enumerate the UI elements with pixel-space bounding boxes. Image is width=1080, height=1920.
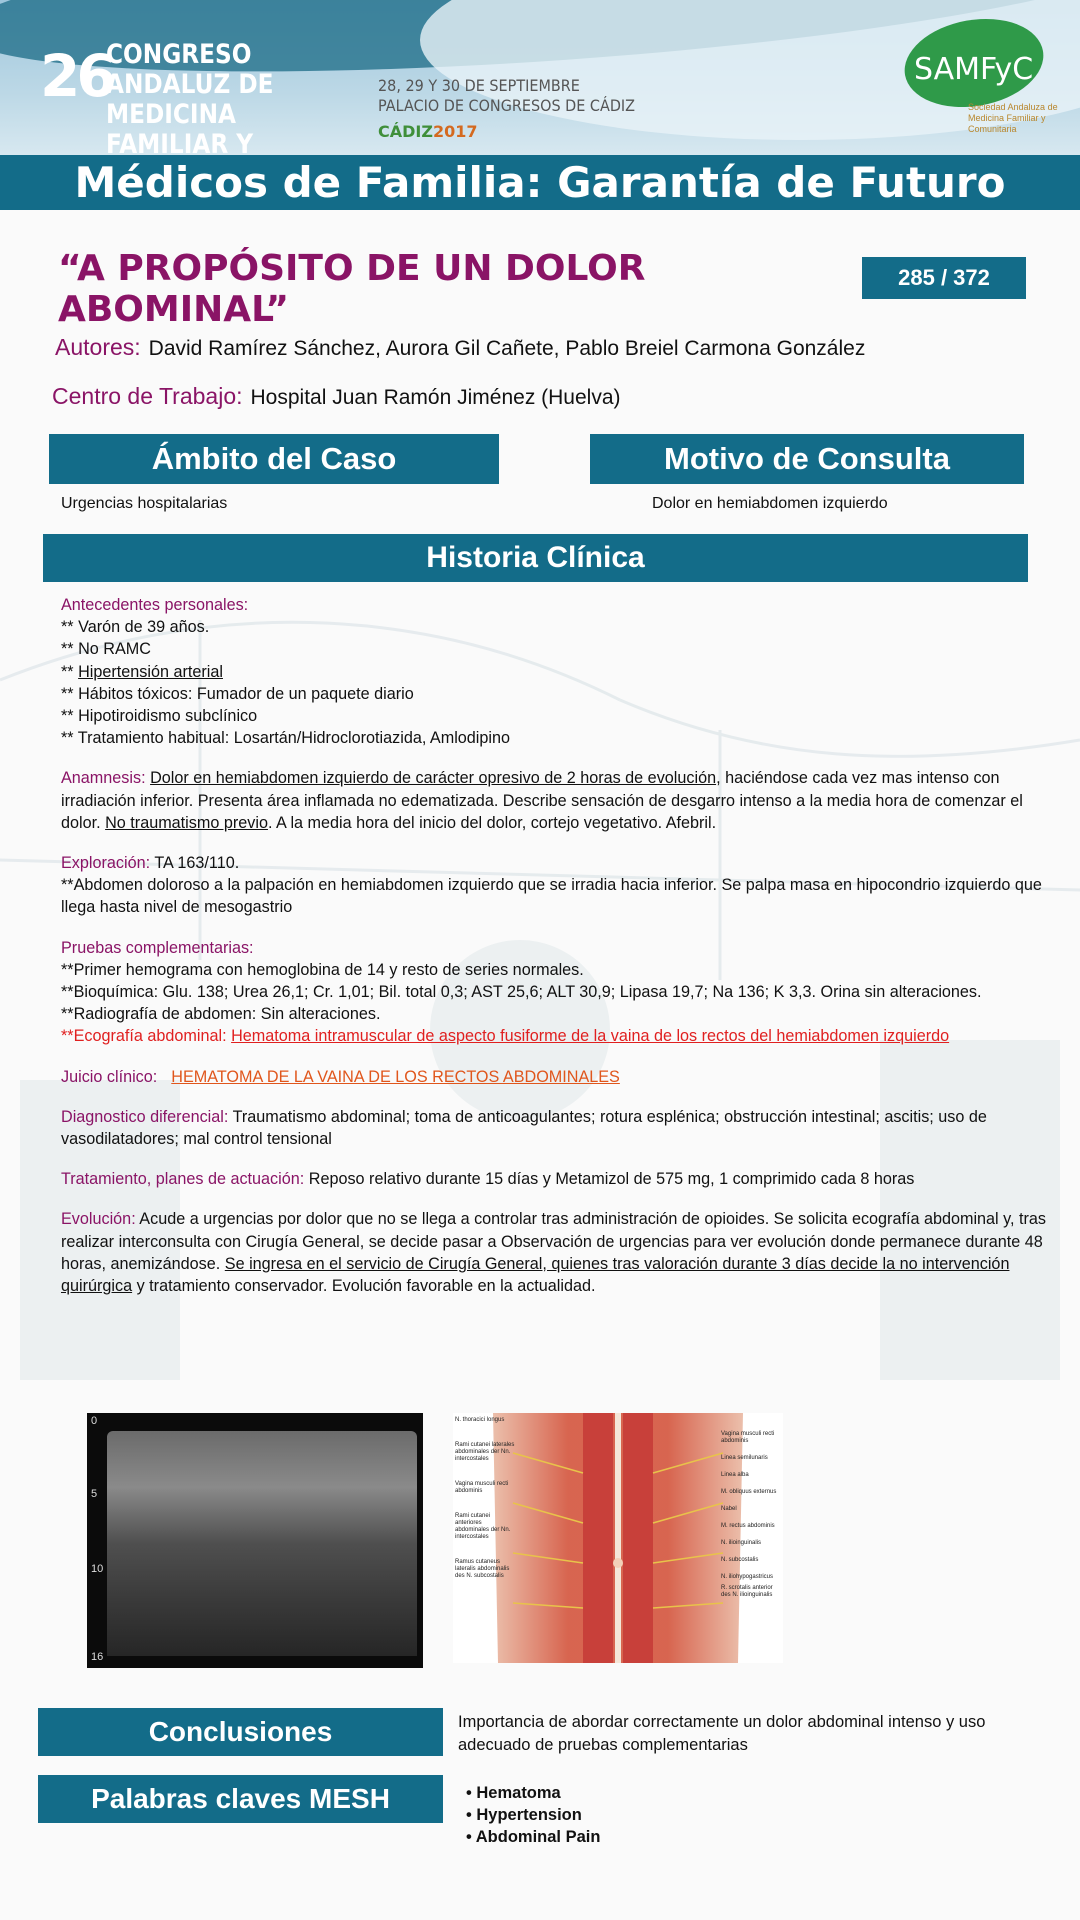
ambito-text: Urgencias hospitalarias: [61, 495, 228, 512]
anamnesis-text-underlined: No traumatismo previo: [105, 813, 268, 832]
anatomy-label: R. scrotalis anterior des N. ilioinguinalis: [721, 1585, 773, 1598]
diferencial-label: Diagnostico diferencial:: [61, 1107, 229, 1126]
hta-text: Hipertensión arterial: [78, 662, 223, 681]
diferencial-section: [61, 1106, 1046, 1150]
prueba-line: **Radiografía de abdomen: Sin alteraciones.: [61, 1005, 381, 1024]
motivo-text: Dolor en hemiabdomen izquierdo: [652, 495, 888, 512]
antecedente-line: ** Hipotiroidismo subclínico: [61, 707, 258, 726]
dates-line: 28, 29 Y 30 DE SEPTIEMBRE: [378, 76, 580, 95]
antecedente-line: [61, 661, 1046, 683]
conclusiones-text: Importancia de abordar correctamente un dolor abdominal intenso y uso adecuado de pruebas complementarias: [458, 1713, 986, 1754]
anatomy-label: Ramus cutaneus lateralis abdominalis des N. subcostalis: [455, 1559, 510, 1579]
anatomy-label: Vagina musculi recti abdominis: [455, 1481, 509, 1494]
exploracion-label: Exploración:: [61, 854, 151, 873]
anatomy-label: Nabel: [721, 1506, 737, 1512]
poster-number-badge: 285 / 372: [862, 257, 1026, 299]
authors-row: [55, 334, 1055, 361]
depth-tick: 5: [91, 1488, 98, 1500]
anamnesis-text-underlined: Dolor en hemiabdomen izquierdo de carácter opresivo de 2 horas de evolución: [150, 769, 717, 788]
anatomy-label: Linea semilunaris: [721, 1455, 768, 1461]
motivo-heading: Motivo de Consulta: [590, 434, 1024, 484]
pruebas-label: Pruebas complementarias:: [61, 938, 254, 957]
city: CÁDIZ: [378, 122, 433, 141]
antecedentes-section: [61, 594, 1046, 749]
prueba-line: **Primer hemograma con hemoglobina de 14 y resto de series normales.: [61, 960, 584, 979]
historia-heading: Historia Clínica: [43, 534, 1028, 582]
diferencial-value: Traumatismo abdominal; toma de anticoagulantes; rotura esplénica; obstrucción intestinal; ascitis; uso de vasodilatadores; mal control tensional: [61, 1107, 987, 1149]
year: 2017: [432, 122, 478, 141]
conclusiones-heading: Conclusiones: [38, 1708, 443, 1756]
ecografia-line: [61, 1025, 1046, 1047]
prueba-line: **Bioquímica: Glu. 138; Urea 26,1; Cr. 1,01; Bil. total 0,3; AST 25,6; ALT 30,9; Lipasa 19,7; Na 136; K 3,3. Orina sin alteraciones.: [61, 983, 982, 1002]
juicio-section: [61, 1066, 1046, 1088]
anatomy-label: Rami cutanei laterales abdominales der Nn. intercostales: [455, 1442, 515, 1462]
exploracion-section: [61, 852, 1046, 919]
evolucion-section: [61, 1208, 1046, 1297]
exploracion-ta: TA 163/110.: [154, 854, 240, 873]
congress-number: 26: [40, 42, 113, 110]
tratamiento-value: Reposo relativo durante 15 días y Metamizol de 575 mg, 1 comprimido cada 8 horas: [308, 1170, 915, 1189]
abdominal-anatomy-illustration: [453, 1413, 783, 1663]
evolucion-label: Evolución:: [61, 1210, 136, 1229]
congress-name: CONGRESO ANDALUZ DE MEDICINA FAMILIAR Y: [106, 39, 274, 155]
anatomy-label: N. thoracici longus: [455, 1417, 505, 1423]
congress-header: [0, 0, 1080, 155]
mesh-keyword: • Abdominal Pain: [466, 1826, 600, 1848]
anamnesis-section: [61, 767, 1046, 834]
juicio-label: Juicio clínico:: [61, 1067, 158, 1086]
mesh-heading: Palabras claves MESH: [38, 1775, 443, 1823]
anatomy-label: Vagina musculi recti abdominis: [721, 1431, 775, 1444]
anamnesis-text: . A la media hora del inicio del dolor, cortejo vegetativo. Afebril.: [267, 813, 717, 832]
workplace-label: Centro de Trabajo:: [52, 383, 243, 409]
depth-tick: 0: [91, 1415, 98, 1427]
ecografia-text: Hematoma intramuscular de aspecto fusiforme de la vaina de los rectos del hemiabdomen izquierdo: [231, 1027, 950, 1046]
case-title: “A PROPÓSITO DE UN DOLOR ABOMINAL”: [58, 248, 646, 330]
ultrasound-depth-scale: [91, 1413, 111, 1668]
juicio-value: HEMATOMA DE LA VAINA DE LOS RECTOS ABDOMINALES: [171, 1067, 620, 1086]
anatomy-labels-left: [455, 1417, 515, 1580]
anamnesis-text: , haciéndose cada vez mas intenso con irradiación inferior. Presenta área inflamada no edematizada. Describe sensación de desgarro intenso a la media hora de comenzar el dolor.: [61, 769, 1023, 832]
mesh-keyword: • Hematoma: [466, 1782, 600, 1804]
anatomy-label: Rami cutanei anteriores abdominales der Nn. intercostales: [455, 1513, 511, 1540]
workplace-value: Hospital Juan Ramón Jiménez (Huelva): [250, 386, 621, 409]
ecografia-label: **Ecografía abdominal:: [61, 1027, 232, 1046]
anatomy-label: Linea alba: [721, 1472, 749, 1478]
depth-tick: 10: [91, 1563, 104, 1575]
antecedente-line: ** No RAMC: [61, 640, 151, 659]
pruebas-section: [61, 937, 1046, 1048]
ultrasound-scan-area: [107, 1431, 417, 1656]
anatomy-label: N. ilioinguinalis: [721, 1540, 762, 1546]
antecedente-line: ** Varón de 39 años.: [61, 618, 210, 637]
evolucion-text-underlined: Se ingresa en el servicio de Cirugía General, quienes tras valoración durante 3 días decide la no intervención quirúrgica: [61, 1254, 1010, 1296]
authors-label: Autores:: [55, 334, 141, 360]
exploracion-text: **Abdomen doloroso a la palpación en hemiabdomen izquierdo que se irradia hacia inferior. Se palpa masa en hipocondrio izquierdo que llega hasta nivel de mesogastrio: [61, 876, 1042, 917]
mesh-keyword: • Hypertension: [466, 1804, 600, 1826]
evolucion-text: y tratamiento conservador. Evolución favorable en la actualidad.: [132, 1277, 596, 1296]
anatomy-label: N. subcostalis: [721, 1557, 759, 1563]
venue-line: PALACIO DE CONGRESOS DE CÁDIZ: [378, 96, 636, 115]
authors-value: David Ramírez Sánchez, Aurora Gil Cañete, Pablo Breiel Carmona González: [148, 337, 866, 360]
hta-prefix: **: [61, 662, 79, 681]
anatomy-label: M. obliquus externus: [721, 1489, 777, 1495]
ambito-heading: Ámbito del Caso: [49, 434, 499, 484]
tratamiento-section: [61, 1168, 1046, 1190]
congress-city-year: [378, 122, 478, 141]
anatomy-labels-right: [721, 1431, 781, 1599]
ultrasound-image: [87, 1413, 423, 1668]
congress-motto-banner: Médicos de Familia: Garantía de Futuro: [0, 155, 1080, 210]
antecedente-line: ** Tratamiento habitual: Losartán/Hidroclorotiazida, Amlodipino: [61, 729, 511, 748]
samfyc-logo-text: SAMFyC: [914, 52, 1034, 87]
samfyc-logo-subtitle: Sociedad Andaluza de Medicina Familiar y Comunitaria: [968, 102, 1058, 134]
workplace-row: [52, 383, 1052, 410]
antecedente-line: ** Hábitos tóxicos: Fumador de un paquete diario: [61, 684, 414, 703]
anatomy-label: M. rectus abdominis: [721, 1523, 775, 1529]
antecedentes-label: Antecedentes personales:: [61, 596, 249, 614]
mesh-keyword-list: [466, 1782, 600, 1848]
congress-dates: [378, 76, 635, 116]
tratamiento-label: Tratamiento, planes de actuación:: [61, 1170, 305, 1189]
evolucion-text: Acude a urgencias por dolor que no se llega a controlar tras administración de opioides. Se solicita ecografía abdominal y, tras realizar interconsulta con Cirugía General, se decide pasar a Observación de urgencias para ver evolución donde permanece durante 48 horas, anemizándose.: [61, 1210, 1047, 1273]
depth-tick: 16: [91, 1651, 104, 1663]
historia-body: [61, 594, 1046, 1297]
anamnesis-label: Anamnesis:: [61, 769, 146, 788]
anatomy-label: N. iliohypogastricus: [721, 1574, 774, 1580]
